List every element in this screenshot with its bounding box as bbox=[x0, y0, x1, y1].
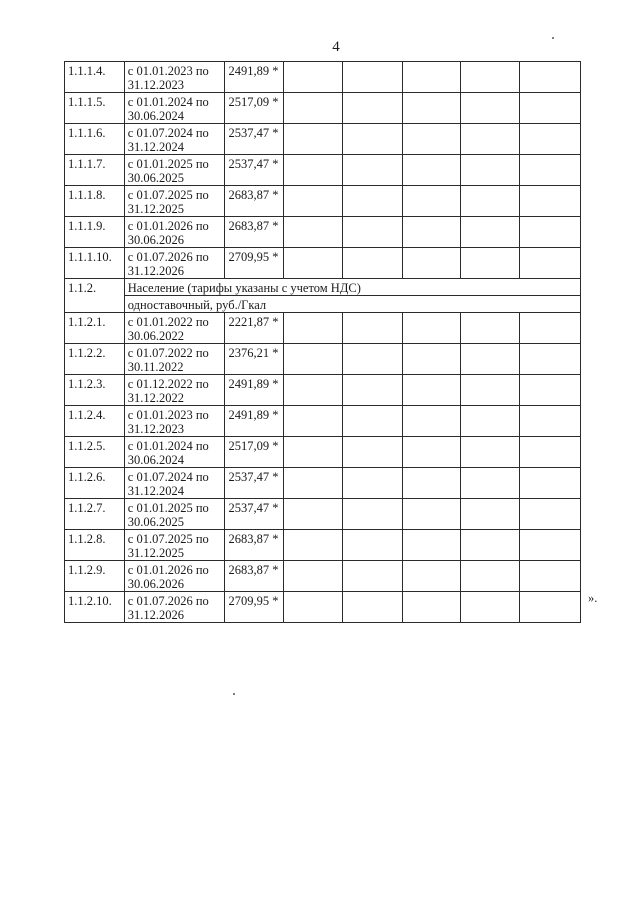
tariff-value-cell: 2537,47 * bbox=[225, 499, 284, 530]
period-end: 30.06.2026 bbox=[127, 233, 185, 247]
period-end: 30.06.2026 bbox=[127, 577, 185, 591]
empty-cell bbox=[284, 313, 343, 344]
empty-cell bbox=[402, 155, 461, 186]
period-cell bbox=[124, 406, 225, 437]
period-cell bbox=[124, 499, 225, 530]
tariff-value-cell: 2376,21 * bbox=[225, 344, 284, 375]
empty-cell bbox=[520, 530, 581, 561]
scan-speck bbox=[552, 37, 554, 39]
row-number-cell: 1.1.2.1. bbox=[65, 313, 125, 344]
empty-cell bbox=[461, 313, 520, 344]
period-start: с 01.07.2022 по bbox=[127, 346, 209, 360]
page-number: 4 bbox=[332, 39, 340, 55]
empty-cell bbox=[461, 93, 520, 124]
period-start: с 01.07.2026 по bbox=[127, 250, 209, 264]
empty-cell bbox=[461, 561, 520, 592]
empty-cell bbox=[520, 186, 581, 217]
group-subtitle-cell: одноставочный, руб./Гкал bbox=[124, 296, 580, 313]
empty-cell bbox=[461, 530, 520, 561]
empty-cell bbox=[461, 592, 520, 623]
tariff-value-cell: 2221,87 * bbox=[225, 313, 284, 344]
period-end: 31.12.2022 bbox=[127, 391, 185, 405]
period-start: с 01.07.2025 по bbox=[127, 532, 209, 546]
period-cell bbox=[124, 468, 225, 499]
row-number-cell: 1.1.2.5. bbox=[65, 437, 125, 468]
empty-cell bbox=[520, 93, 581, 124]
empty-cell bbox=[461, 62, 520, 93]
period-cell bbox=[124, 530, 225, 561]
period-start: с 01.07.2025 по bbox=[127, 188, 209, 202]
empty-cell bbox=[461, 217, 520, 248]
empty-cell bbox=[461, 186, 520, 217]
empty-cell bbox=[402, 592, 461, 623]
empty-cell bbox=[402, 186, 461, 217]
empty-cell bbox=[342, 62, 402, 93]
tariff-value-cell: 2491,89 * bbox=[225, 375, 284, 406]
group-number-cell: 1.1.2. bbox=[65, 279, 125, 313]
row-number-cell: 1.1.1.6. bbox=[65, 124, 125, 155]
empty-cell bbox=[461, 248, 520, 279]
empty-cell bbox=[402, 499, 461, 530]
empty-cell bbox=[520, 124, 581, 155]
empty-cell bbox=[342, 375, 402, 406]
empty-cell bbox=[284, 93, 343, 124]
empty-cell bbox=[520, 499, 581, 530]
period-start: с 01.01.2024 по bbox=[127, 439, 209, 453]
empty-cell bbox=[284, 155, 343, 186]
empty-cell bbox=[402, 406, 461, 437]
tariff-table bbox=[64, 61, 581, 623]
period-start: с 01.01.2023 по bbox=[127, 64, 209, 78]
period-end: 31.12.2025 bbox=[127, 546, 185, 560]
tariff-row bbox=[65, 248, 581, 279]
period-end: 31.12.2024 bbox=[127, 140, 185, 154]
tariff-value-cell: 2683,87 * bbox=[225, 217, 284, 248]
empty-cell bbox=[520, 437, 581, 468]
period-start: с 01.01.2022 по bbox=[127, 315, 209, 329]
tariff-row bbox=[65, 499, 581, 530]
empty-cell bbox=[342, 468, 402, 499]
period-end: 31.12.2023 bbox=[127, 78, 185, 92]
empty-cell bbox=[284, 124, 343, 155]
empty-cell bbox=[342, 592, 402, 623]
tariff-value-cell: 2491,89 * bbox=[225, 62, 284, 93]
empty-cell bbox=[342, 561, 402, 592]
tariff-row bbox=[65, 313, 581, 344]
tariff-row bbox=[65, 124, 581, 155]
empty-cell bbox=[342, 248, 402, 279]
row-number-cell: 1.1.2.2. bbox=[65, 344, 125, 375]
period-end: 31.12.2023 bbox=[127, 422, 185, 436]
row-number-cell: 1.1.2.10. bbox=[65, 592, 125, 623]
empty-cell bbox=[520, 313, 581, 344]
empty-cell bbox=[284, 186, 343, 217]
tariff-value-cell: 2683,87 * bbox=[225, 530, 284, 561]
period-cell bbox=[124, 93, 225, 124]
period-start: с 01.01.2025 по bbox=[127, 157, 209, 171]
period-cell bbox=[124, 592, 225, 623]
empty-cell bbox=[284, 375, 343, 406]
empty-cell bbox=[402, 561, 461, 592]
empty-cell bbox=[284, 468, 343, 499]
empty-cell bbox=[342, 93, 402, 124]
tariff-row bbox=[65, 93, 581, 124]
period-end: 30.06.2024 bbox=[127, 453, 185, 467]
empty-cell bbox=[342, 406, 402, 437]
empty-cell bbox=[342, 217, 402, 248]
empty-cell bbox=[520, 561, 581, 592]
period-end: 30.06.2025 bbox=[127, 515, 185, 529]
empty-cell bbox=[342, 313, 402, 344]
row-number-cell: 1.1.2.4. bbox=[65, 406, 125, 437]
row-number-cell: 1.1.1.7. bbox=[65, 155, 125, 186]
empty-cell bbox=[402, 468, 461, 499]
empty-cell bbox=[520, 217, 581, 248]
empty-cell bbox=[342, 499, 402, 530]
period-end: 30.11.2022 bbox=[127, 360, 184, 374]
period-end: 31.12.2026 bbox=[127, 608, 185, 622]
empty-cell bbox=[342, 344, 402, 375]
empty-cell bbox=[461, 124, 520, 155]
period-cell bbox=[124, 186, 225, 217]
empty-cell bbox=[402, 124, 461, 155]
period-start: с 01.07.2024 по bbox=[127, 470, 209, 484]
empty-cell bbox=[461, 155, 520, 186]
period-cell bbox=[124, 217, 225, 248]
tariff-value-cell: 2517,09 * bbox=[225, 437, 284, 468]
period-start: с 01.07.2024 по bbox=[127, 126, 209, 140]
empty-cell bbox=[284, 62, 343, 93]
empty-cell bbox=[284, 437, 343, 468]
empty-cell bbox=[402, 530, 461, 561]
row-number-cell: 1.1.2.8. bbox=[65, 530, 125, 561]
period-cell bbox=[124, 313, 225, 344]
tariff-value-cell: 2537,47 * bbox=[225, 155, 284, 186]
empty-cell bbox=[461, 344, 520, 375]
tariff-row bbox=[65, 186, 581, 217]
period-end: 30.06.2025 bbox=[127, 171, 185, 185]
row-number-cell: 1.1.1.5. bbox=[65, 93, 125, 124]
empty-cell bbox=[461, 375, 520, 406]
empty-cell bbox=[284, 592, 343, 623]
period-cell bbox=[124, 155, 225, 186]
period-end: 31.12.2026 bbox=[127, 264, 185, 278]
group-header-section bbox=[65, 279, 581, 313]
scan-speck bbox=[233, 693, 235, 695]
empty-cell bbox=[520, 344, 581, 375]
tariff-table-top-section bbox=[65, 62, 581, 279]
tariff-row bbox=[65, 437, 581, 468]
period-cell bbox=[124, 248, 225, 279]
period-start: с 01.01.2025 по bbox=[127, 501, 209, 515]
tariff-value-cell: 2491,89 * bbox=[225, 406, 284, 437]
empty-cell bbox=[284, 344, 343, 375]
empty-cell bbox=[284, 499, 343, 530]
tariff-row bbox=[65, 155, 581, 186]
period-cell bbox=[124, 375, 225, 406]
empty-cell bbox=[402, 313, 461, 344]
tariff-value-cell: 2709,95 * bbox=[225, 248, 284, 279]
row-number-cell: 1.1.2.3. bbox=[65, 375, 125, 406]
period-start: с 01.01.2024 по bbox=[127, 95, 209, 109]
empty-cell bbox=[402, 93, 461, 124]
empty-cell bbox=[284, 530, 343, 561]
row-number-cell: 1.1.1.8. bbox=[65, 186, 125, 217]
period-cell bbox=[124, 561, 225, 592]
tariff-row bbox=[65, 406, 581, 437]
empty-cell bbox=[520, 375, 581, 406]
period-start: с 01.07.2026 по bbox=[127, 594, 209, 608]
empty-cell bbox=[461, 437, 520, 468]
period-cell bbox=[124, 124, 225, 155]
empty-cell bbox=[284, 406, 343, 437]
empty-cell bbox=[520, 592, 581, 623]
empty-cell bbox=[520, 468, 581, 499]
empty-cell bbox=[520, 248, 581, 279]
group-title-cell: Население (тарифы указаны с учетом НДС) bbox=[124, 279, 580, 296]
tariff-value-cell: 2537,47 * bbox=[225, 124, 284, 155]
empty-cell bbox=[342, 124, 402, 155]
empty-cell bbox=[461, 406, 520, 437]
empty-cell bbox=[342, 155, 402, 186]
empty-cell bbox=[461, 499, 520, 530]
period-end: 31.12.2024 bbox=[127, 484, 185, 498]
tariff-value-cell: 2683,87 * bbox=[225, 186, 284, 217]
group-header-row bbox=[65, 279, 581, 296]
tariff-value-cell: 2709,95 * bbox=[225, 592, 284, 623]
empty-cell bbox=[520, 406, 581, 437]
period-cell bbox=[124, 344, 225, 375]
empty-cell bbox=[284, 561, 343, 592]
tariff-row bbox=[65, 344, 581, 375]
period-cell bbox=[124, 62, 225, 93]
row-number-cell: 1.1.2.9. bbox=[65, 561, 125, 592]
tariff-value-cell: 2517,09 * bbox=[225, 93, 284, 124]
period-start: с 01.12.2022 по bbox=[127, 377, 209, 391]
tariff-table-bottom-section bbox=[65, 313, 581, 623]
tariff-row bbox=[65, 217, 581, 248]
tariff-row bbox=[65, 468, 581, 499]
period-end: 30.06.2024 bbox=[127, 109, 185, 123]
tariff-row bbox=[65, 592, 581, 623]
period-end: 30.06.2022 bbox=[127, 329, 185, 343]
row-number-cell: 1.1.2.7. bbox=[65, 499, 125, 530]
row-number-cell: 1.1.1.9. bbox=[65, 217, 125, 248]
tariff-row bbox=[65, 530, 581, 561]
period-start: с 01.01.2026 по bbox=[127, 219, 209, 233]
empty-cell bbox=[284, 217, 343, 248]
empty-cell bbox=[402, 248, 461, 279]
empty-cell bbox=[520, 62, 581, 93]
empty-cell bbox=[342, 186, 402, 217]
group-subtitle-row bbox=[65, 296, 581, 313]
period-end: 31.12.2025 bbox=[127, 202, 185, 216]
closing-quote-mark: ». bbox=[588, 591, 598, 605]
empty-cell bbox=[342, 437, 402, 468]
empty-cell bbox=[461, 468, 520, 499]
empty-cell bbox=[402, 437, 461, 468]
tariff-value-cell: 2683,87 * bbox=[225, 561, 284, 592]
empty-cell bbox=[402, 375, 461, 406]
row-number-cell: 1.1.2.6. bbox=[65, 468, 125, 499]
empty-cell bbox=[342, 530, 402, 561]
tariff-row bbox=[65, 62, 581, 93]
tariff-value-cell: 2537,47 * bbox=[225, 468, 284, 499]
empty-cell bbox=[402, 62, 461, 93]
empty-cell bbox=[284, 248, 343, 279]
period-cell bbox=[124, 437, 225, 468]
tariff-row bbox=[65, 375, 581, 406]
period-start: с 01.01.2023 по bbox=[127, 408, 209, 422]
empty-cell bbox=[402, 344, 461, 375]
row-number-cell: 1.1.1.10. bbox=[65, 248, 125, 279]
row-number-cell: 1.1.1.4. bbox=[65, 62, 125, 93]
empty-cell bbox=[402, 217, 461, 248]
tariff-row bbox=[65, 561, 581, 592]
period-start: с 01.01.2026 по bbox=[127, 563, 209, 577]
empty-cell bbox=[520, 155, 581, 186]
